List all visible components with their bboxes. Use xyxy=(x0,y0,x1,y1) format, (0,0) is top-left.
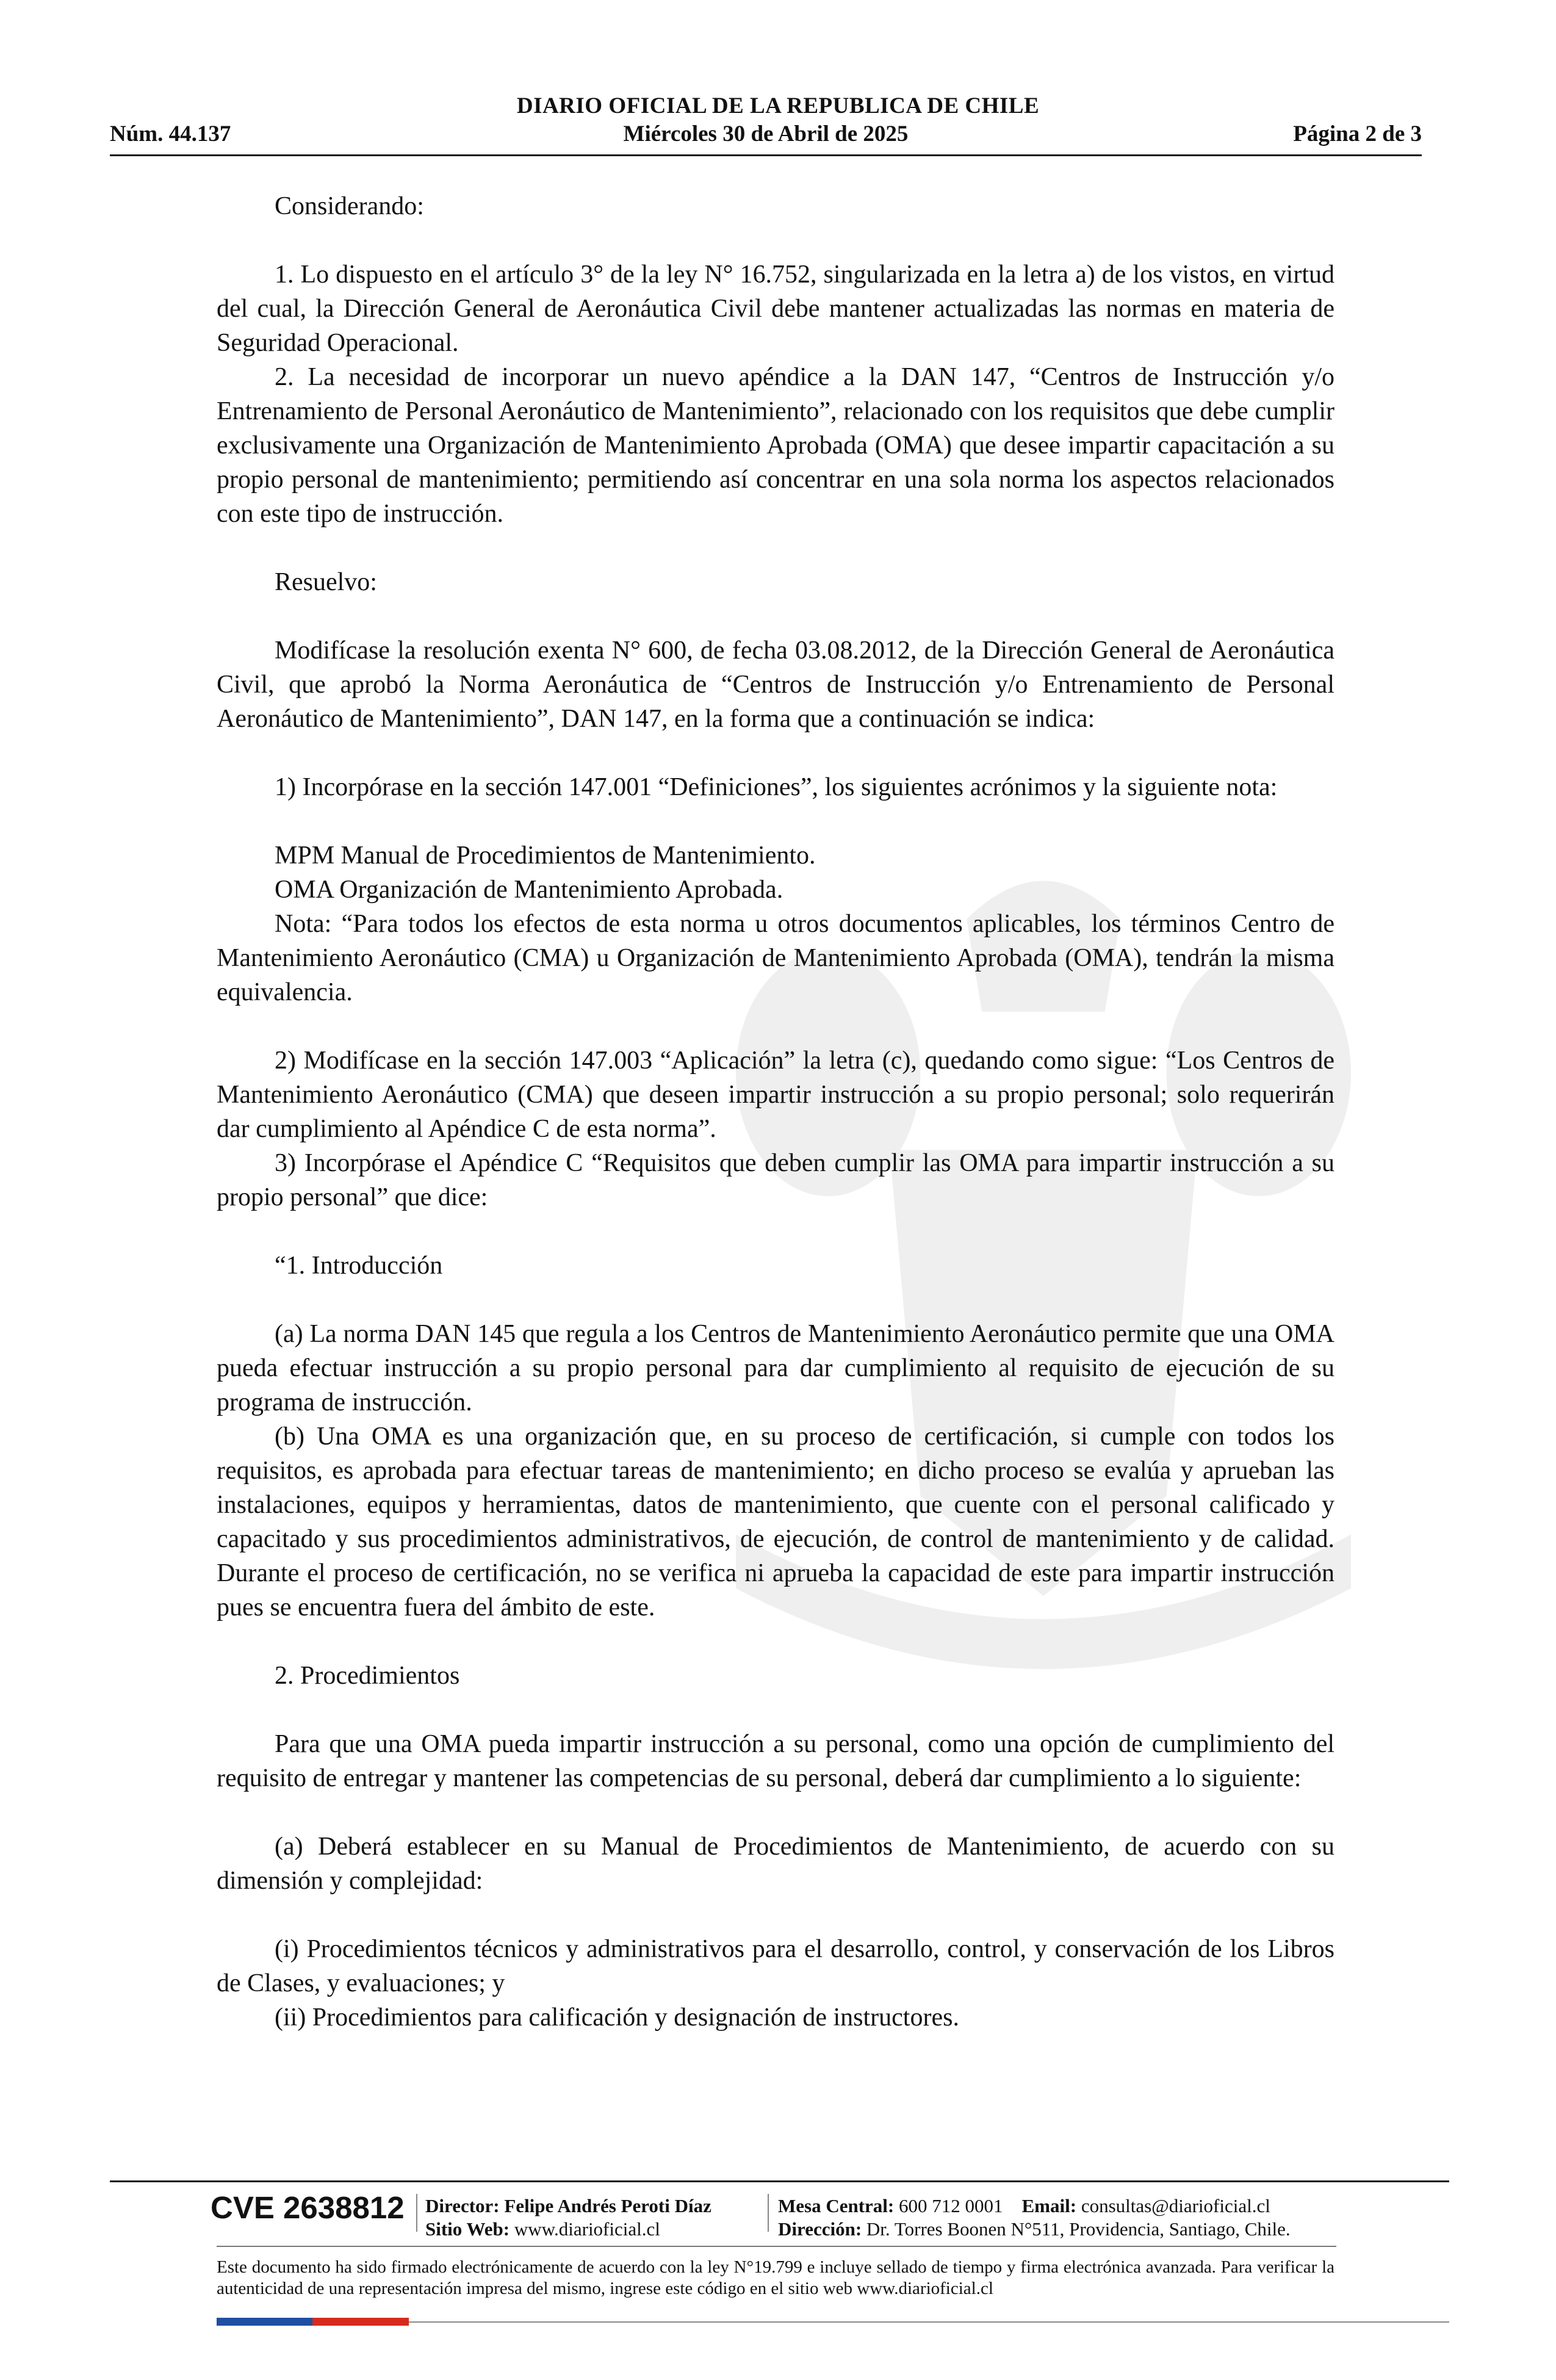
email-label: Email: xyxy=(1021,2195,1077,2216)
spacer xyxy=(217,1283,1334,1317)
spacer xyxy=(217,1693,1334,1727)
signature-note: Este documento ha sido firmado electrónicamente de acuerdo con la ley N°19.799 e incluye sellado de tiempo y firma electrónica avanzada. Para verificar la autenticidad de una representación impresa del mismo, ingrese este código en el sitio web www.diarioficial.cl xyxy=(217,2257,1334,2298)
heading-procedimientos: 2. Procedimientos xyxy=(275,1662,460,1690)
issue-number: Núm. 44.137 xyxy=(110,121,231,146)
paragraph: Nota: “Para todos los efectos de esta norma u otros documentos aplicables, los términos Centro de Mantenimiento Aeronáutico (CMA) u Organización de Mantenimiento Aprobada (OMA), tendrán la misma equivalencia. xyxy=(217,910,1334,1006)
paragraph: Para que una OMA pueda impartir instrucción a su personal, como una opción de cumplimiento del requisito de entregar y mantener las competencias de su personal, deberá dar cumplimiento a lo siguiente: xyxy=(217,1730,1334,1792)
spacer xyxy=(217,1009,1334,1044)
paragraph: 3) Incorpórase el Apéndice C “Requisitos que deben cumplir las OMA para impartir instrucción a su propio personal” que dice: xyxy=(217,1149,1334,1211)
paragraph: (a) La norma DAN 145 que regula a los Centros de Mantenimiento Aeronáutico permite que una OMA pueda efectuar instrucción a su propio personal para dar cumplimiento al requisito de ejecución de su programa de instrucción. xyxy=(217,1320,1334,1416)
footer-rule xyxy=(217,2246,1336,2247)
footer-contact-block xyxy=(778,2194,1291,2241)
web-label: Sitio Web: xyxy=(425,2218,510,2240)
footer-rule xyxy=(409,2321,1449,2323)
header-rule xyxy=(110,154,1422,156)
issue-date: Miércoles 30 de Abril de 2025 xyxy=(623,121,909,146)
director-name: Felipe Andrés Peroti Díaz xyxy=(504,2195,711,2216)
document-body xyxy=(217,189,1334,2035)
footer-separator xyxy=(768,2194,769,2232)
heading-introduccion: “1. Introducción xyxy=(275,1252,443,1280)
spacer xyxy=(217,804,1334,838)
director-label: Director: xyxy=(425,2195,500,2216)
spacer xyxy=(217,1898,1334,1932)
page-indicator: Página 2 de 3 xyxy=(1293,121,1422,146)
paragraph: Modifícase la resolución exenta N° 600, de fecha 03.08.2012, de la Dirección General de Aeronáutica Civil, que aprobó la Norma Aeronáutica de “Centros de Instrucción y/o Entrenamiento de Personal Aeronáutico de Mantenimiento”, DAN 147, en la forma que a continuación se indica: xyxy=(217,636,1334,733)
paragraph: 2) Modifícase en la sección 147.003 “Aplicación” la letra (c), quedando como sigue: “Los Centros de Mantenimiento Aeronáutico (CMA) que deseen impartir instrucción a su propio personal; solo requerirán dar cumplimiento al Apéndice C de esta norma”. xyxy=(217,1047,1334,1143)
paragraph: (i) Procedimientos técnicos y administrativos para el desarrollo, control, y conservación de los Libros de Clases, y evaluaciones; y xyxy=(217,1935,1334,1997)
footer-rule xyxy=(110,2180,1449,2182)
footer-director-block xyxy=(425,2194,711,2241)
paragraph: 1) Incorpórase en la sección 147.001 “Definiciones”, los siguientes acrónimos y la siguiente nota: xyxy=(275,773,1278,801)
spacer xyxy=(217,1214,1334,1249)
paragraph: (ii) Procedimientos para calificación y designación de instructores. xyxy=(275,2003,959,2032)
header-row xyxy=(110,121,1422,149)
mesa-phone: 600 712 0001 xyxy=(899,2195,1003,2216)
acronym-line: OMA Organización de Mantenimiento Aprobada. xyxy=(275,876,783,904)
spacer xyxy=(217,736,1334,770)
paragraph: 2. La necesidad de incorporar un nuevo apéndice a la DAN 147, “Centros de Instrucción y/o Entrenamiento de Personal Aeronáutico de Mantenimiento”, relacionado con los requisitos que debe cumplir exclusivamente una Organización de Mantenimiento Aprobada (OMA) que desee impartir capacitación a su propio personal de mantenimiento; permitiendo así concentrar en una sola norma los aspectos relacionados con este tipo de instrucción. xyxy=(217,363,1334,528)
footer-separator xyxy=(416,2194,417,2232)
email-link[interactable]: consultas@diarioficial.cl xyxy=(1081,2195,1270,2216)
flag-stripe-blue xyxy=(217,2318,312,2326)
address-text: Dr. Torres Boonen N°511, Providencia, Santiago, Chile. xyxy=(866,2218,1291,2240)
spacer xyxy=(217,599,1334,633)
spacer xyxy=(217,223,1334,258)
paragraph: (b) Una OMA es una organización que, en su proceso de certificación, si cumple con todos los requisitos, es aprobada para efectuar tareas de mantenimiento; en dicho proceso se evalúa y aprueban las instalaciones, equipos y herramientas, datos de mantenimiento, que cuente con el personal calificado y capacitado y sus procedimientos administrativos, de ejecución, de control de mantenimiento y de calidad. Durante el proceso de certificación, no se verifica ni aprueba la capacidad de este para impartir instrucción pues se encuentra fuera del ámbito de este. xyxy=(217,1423,1334,1621)
paragraph: 1. Lo dispuesto en el artículo 3° de la ley N° 16.752, singularizada en la letra a) de los vistos, en virtud del cual, la Dirección General de Aeronáutica Civil debe mantener actualizadas las normas en materia de Seguridad Operacional. xyxy=(217,261,1334,357)
paragraph: (a) Deberá establecer en su Manual de Procedimientos de Mantenimiento, de acuerdo con su dimensión y complejidad: xyxy=(217,1833,1334,1895)
newspaper-title: DIARIO OFICIAL DE LA REPUBLICA DE CHILE xyxy=(516,93,1040,118)
web-link[interactable]: www.diarioficial.cl xyxy=(514,2218,660,2240)
spacer xyxy=(217,1795,1334,1830)
heading-resuelvo: Resuelvo: xyxy=(275,568,377,596)
spacer xyxy=(217,531,1334,565)
mesa-label: Mesa Central: xyxy=(778,2195,895,2216)
spacer xyxy=(217,1625,1334,1659)
flag-stripe-red xyxy=(312,2318,409,2326)
heading-considerando: Considerando: xyxy=(275,192,424,220)
acronym-line: MPM Manual de Procedimientos de Mantenimiento. xyxy=(275,842,816,870)
cve-code: CVE 2638812 xyxy=(211,2190,405,2225)
address-label: Dirección: xyxy=(778,2218,862,2240)
